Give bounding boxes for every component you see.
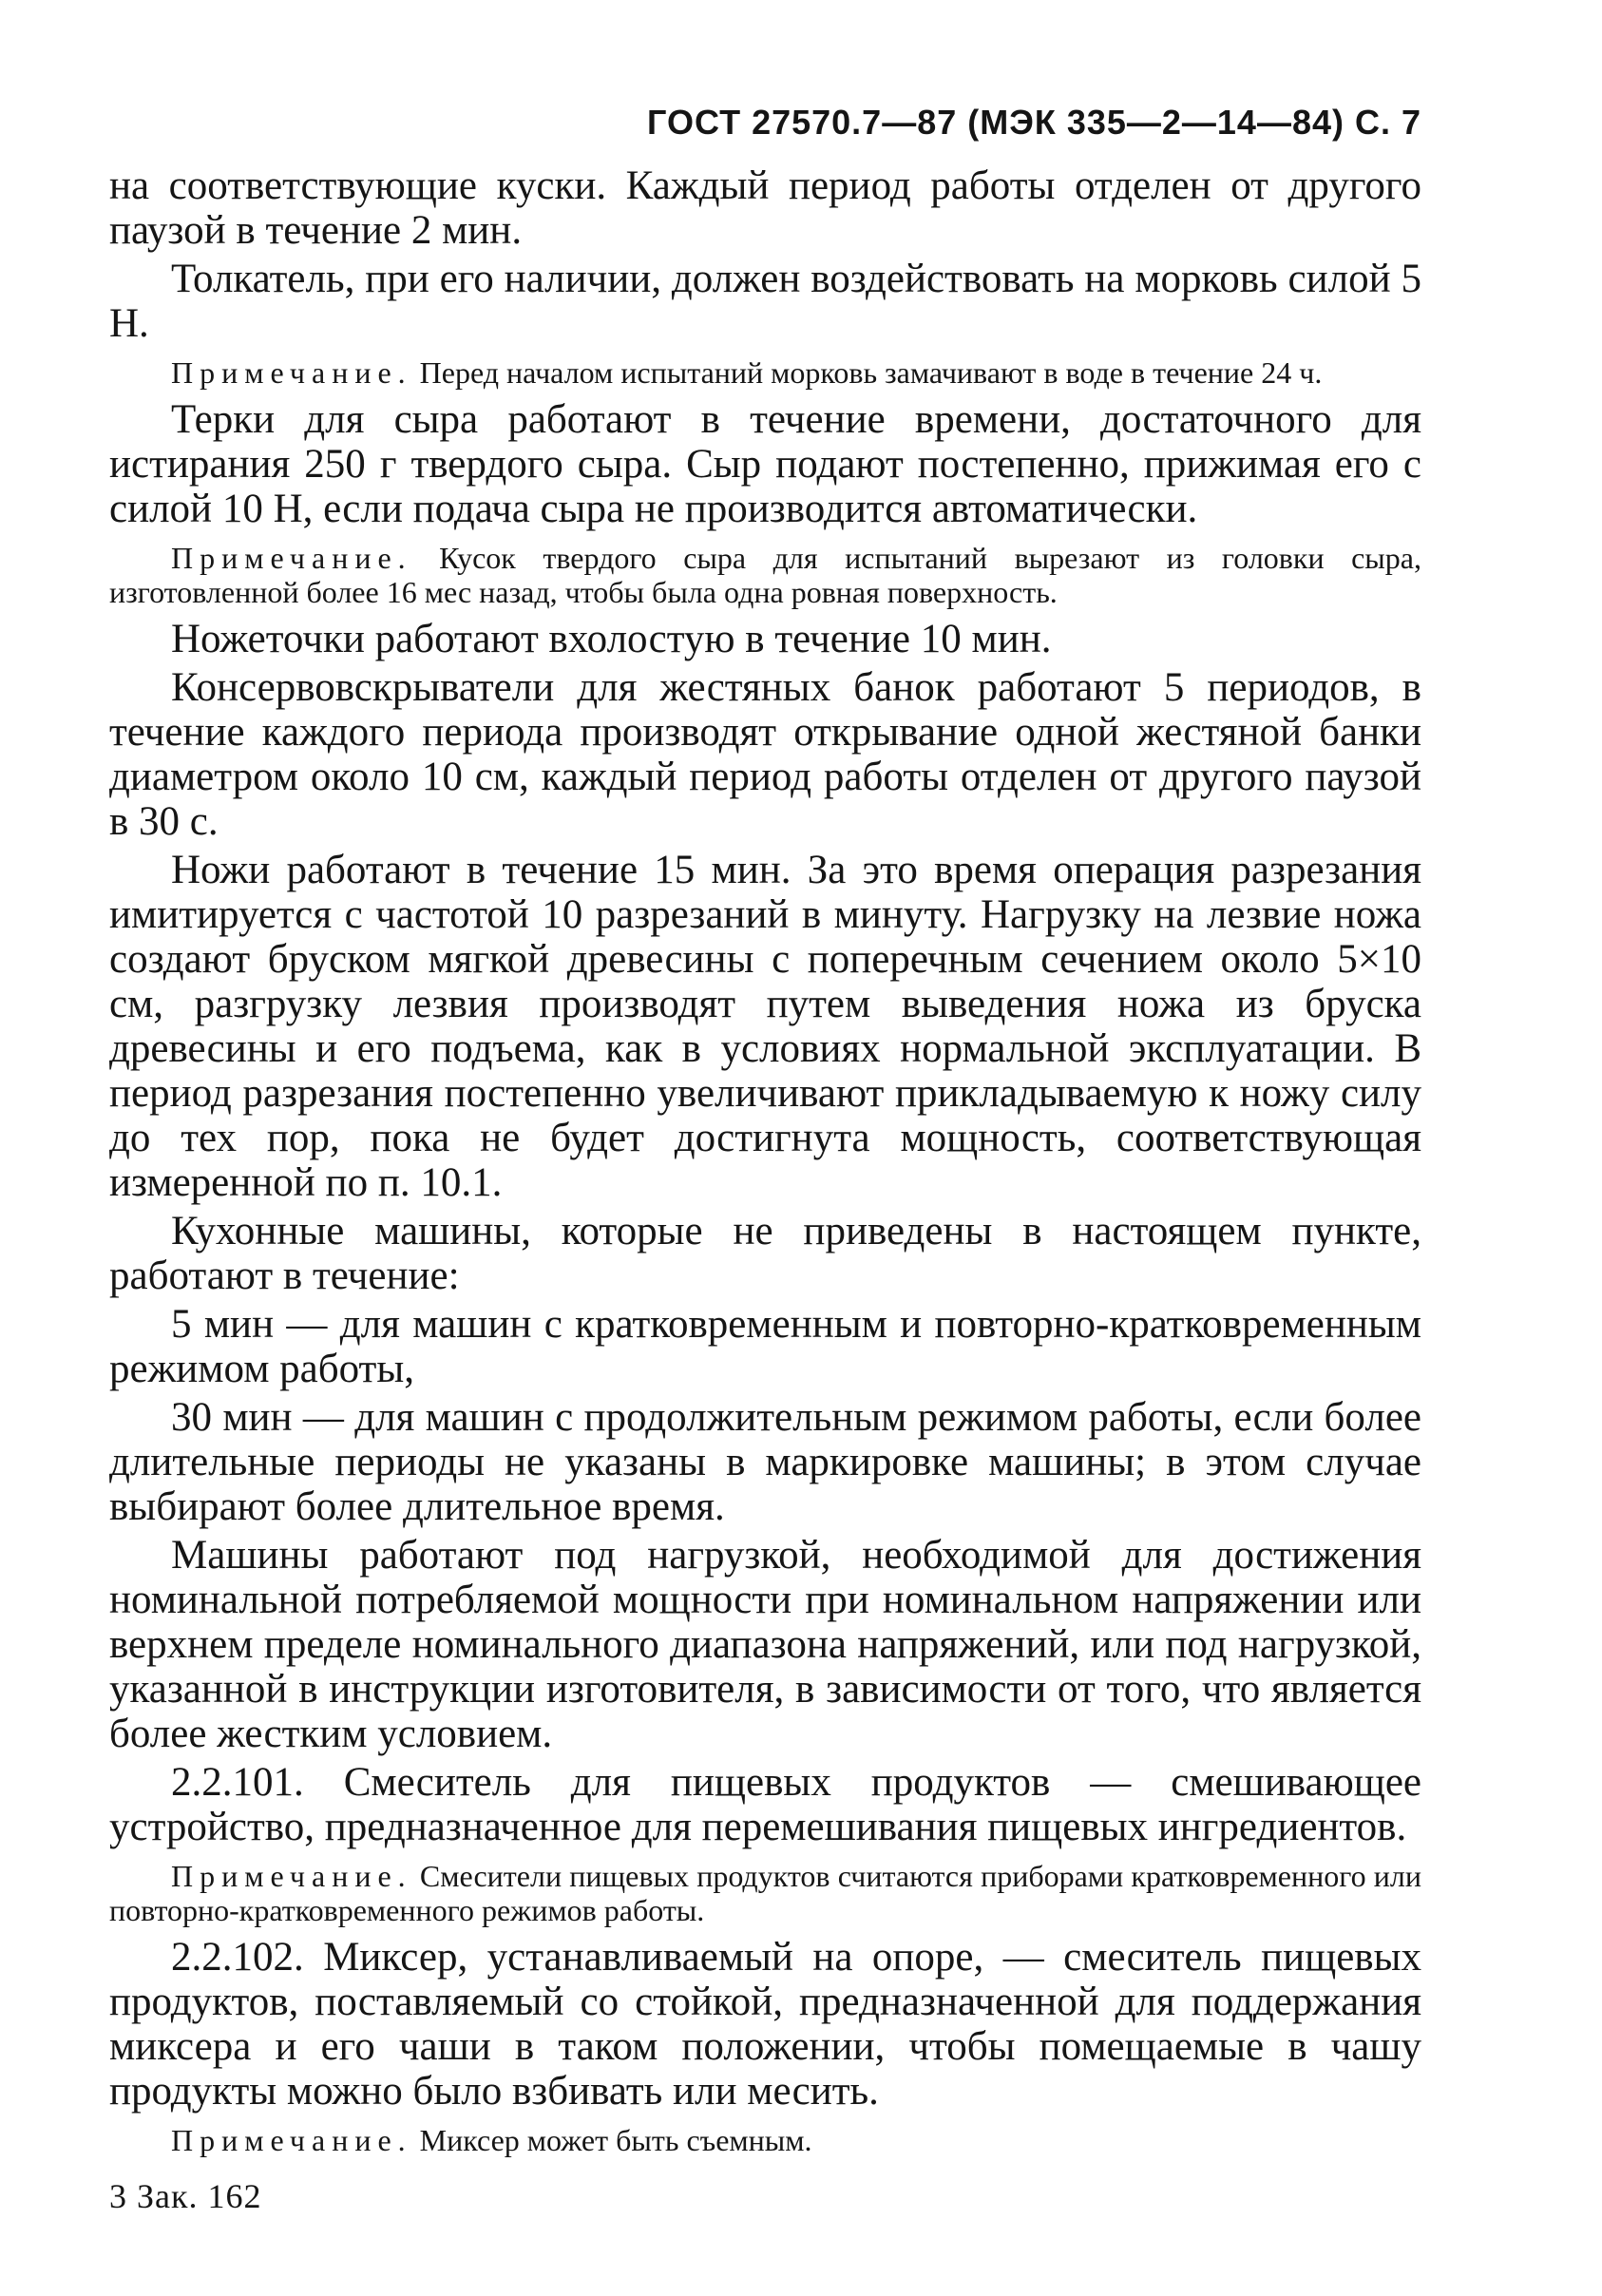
body-text <box>109 163 1421 2157</box>
paragraph: Консервовскрыватели для жестяных банок работают 5 периодов, в течение каждого периода производят открывание одной жестяной банки диаметром около 10 см, каждый период работы отделен от другого паузой в 30 с. <box>109 665 1421 844</box>
paragraph: Толкатель, при его наличии, должен воздействовать на морковь силой 5 Н. <box>109 257 1421 346</box>
note <box>109 541 1421 609</box>
running-header: ГОСТ 27570.7—87 (МЭК 335—2—14—84) С. 7 <box>647 103 1421 142</box>
footer-order-mark: 3 Зак. 162 <box>109 2177 262 2215</box>
paragraph: Машины работают под нагрузкой, необходимой для достижения номинальной потребляемой мощности при номинальном напряжении или верхнем пределе номинального диапазона напряжений, или под нагрузкой, указанной в инструкции изготовителя, в зависимости от того, что является более жестким условием. <box>109 1533 1421 1756</box>
paragraph: Ножеточки работают вхолостую в течение 10 мин. <box>171 617 1052 661</box>
paragraph: 2.2.101. Смеситель для пищевых продуктов — смешивающее устройство, предназначенное для перемешивания пищевых ингредиентов. <box>109 1760 1421 1849</box>
note-text: Перед началом испытаний морковь замачивают в воде в течение 24 ч. <box>411 355 1323 390</box>
note-label: Примечание. <box>171 541 412 575</box>
paragraph: 2.2.102. Миксер, устанавливаемый на опоре, — смеситель пищевых продуктов, поставляемый со стойкой, предназначенной для поддержания миксера и его чаши в таком положении, чтобы помещаемые в чашу продукты можно было взбивать или месить. <box>109 1935 1421 2114</box>
note-label: Примечание. <box>171 2123 412 2157</box>
note <box>109 2123 1421 2157</box>
note-text: Миксер может быть съемным. <box>411 2123 812 2157</box>
note-label: Примечание. <box>171 355 412 390</box>
note-label: Примечание. <box>171 1859 412 1893</box>
paragraph: 5 мин — для машин с кратковременным и повторно-кратковременным режимом работы, <box>109 1302 1421 1391</box>
paragraph: Терки для сыра работают в течение времени, достаточного для истирания 250 г твердого сыра. Сыр подают постепенно, прижимая его с силой 10 Н, если подача сыра не производится автоматически. <box>109 397 1421 531</box>
paragraph: Ножи работают в течение 15 мин. За это время операция разрезания имитируется с частотой 10 разрезаний в минуту. Нагрузку на лезвие ножа создают бруском мягкой древесины с поперечным сечением около 5×10 см, разгрузку лезвия производят путем выведения ножа из бруска древесины и его подъема, как в условиях нормальной эксплуатации. В период разрезания постепенно увеличивают прикладываемую к ножу силу до тех пор, пока не будет достигнута мощность, соответствующая измеренной по п. 10.1. <box>109 848 1421 1205</box>
note-text: Кусок твердого сыра для испытаний вырезают из головки сыра, изготовленной более 16 мес назад, чтобы была одна ровная поверхность. <box>109 541 1421 609</box>
paragraph: на соответствующие куски. Каждый период работы отделен от другого паузой в течение 2 мин. <box>109 163 1421 253</box>
paragraph: Кухонные машины, которые не приведены в настоящем пункте, работают в течение: <box>109 1209 1421 1298</box>
note-text: Смесители пищевых продуктов считаются приборами кратковременного или повторно-кратковременного режимов работы. <box>109 1859 1421 1927</box>
note <box>109 355 1421 390</box>
note <box>109 1859 1421 1927</box>
paragraph: 30 мин — для машин с продолжительным режимом работы, если более длительные периоды не указаны в маркировке машины; в этом случае выбирают более длительное время. <box>109 1395 1421 1529</box>
